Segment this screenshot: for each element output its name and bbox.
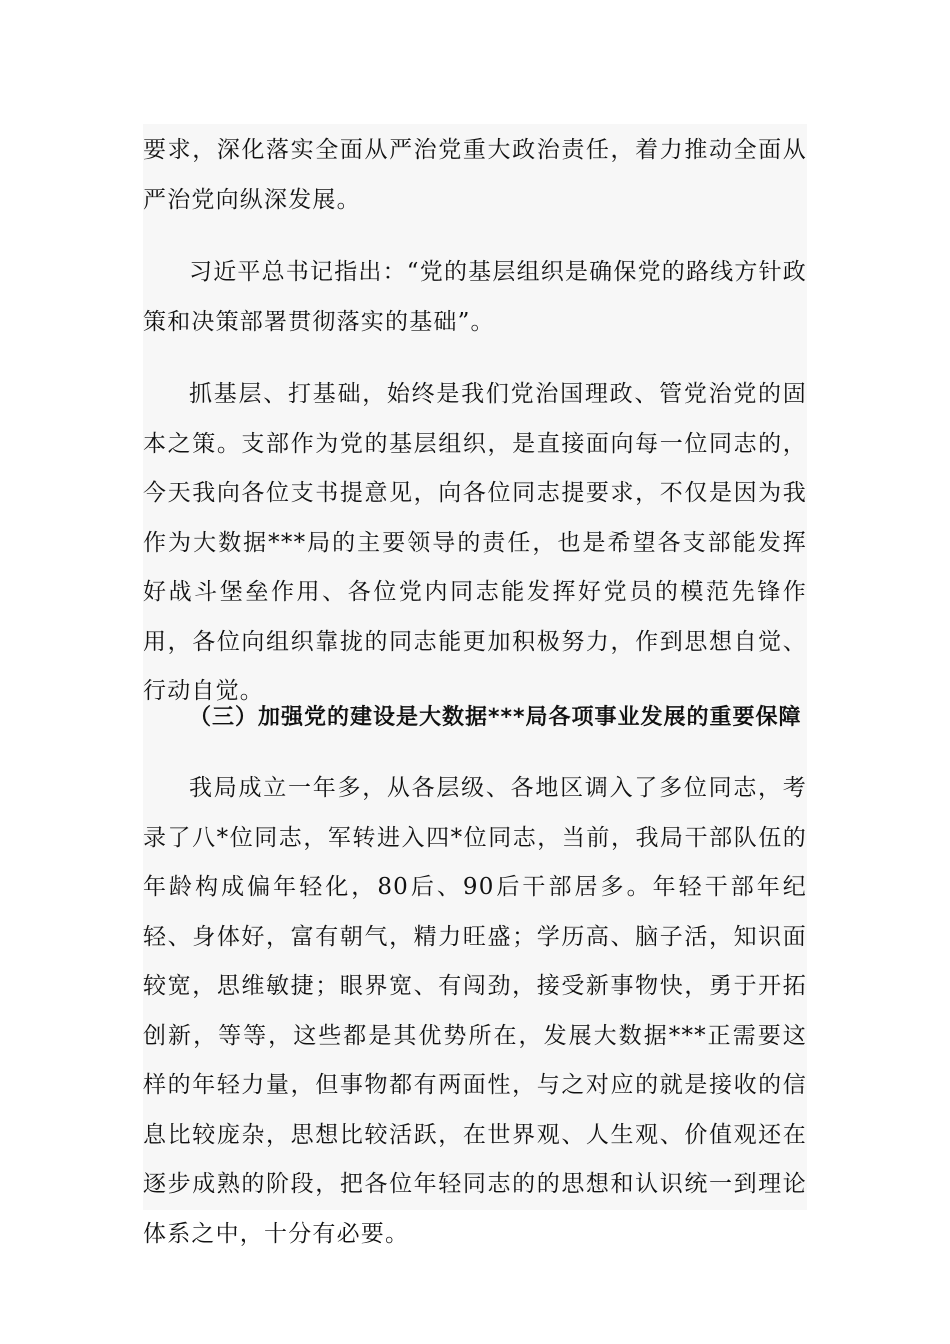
paragraph-young-cadres: 我局成立一年多，从各层级、各地区调入了多位同志，考录了八*位同志，军转进入四*位同志，当前，我局干部队伍的年龄构成偏年轻化，80后、90后干部居多。年轻干部年纪轻、身体好，富有朝气，精力旺盛；学历高、脑子活，知识面较宽，思维敏捷；眼界宽、有闯劲，接受新事物快，勇于开拓创新，等等，这些都是其优势所在，发展大数据***正需要这样的年轻力量，但事物都有两面性，与之对应的就是接收的信息比较庞杂，思想比较活跃，在世界观、人生观、价值观还在逐步成熟的阶段，把各位年轻同志的的思想和认识统一到理论体系之中，十分有必要。 xyxy=(143,775,807,1247)
paragraph-continuation: 要求，深化落实全面从严治党重大政治责任，着力推动全面从严治党向纵深发展。 xyxy=(143,137,807,213)
paragraph-grassroots: 抓基层、打基础，始终是我们党治国理政、管党治党的固本之策。支部作为党的基层组织，是直接面向每一位同志的，今天我向各位支书提意见，向各位同志提要求，不仅是因为我作为大数据***局的主要领导的责任，也是希望各支部能发挥好战斗堡垒作用、各位党内同志能发挥好党员的模范先锋作用，各位向组织靠拢的同志能更加积极努力，作到思想自觉、行动自觉。 xyxy=(143,381,807,704)
paragraph-quote: 习近平总书记指出：“党的基层组织是确保党的路线方针政策和决策部署贯彻落实的基础”。 xyxy=(143,259,807,335)
section-heading: （三）加强党的建设是大数据***局各项事业发展的重要保障 xyxy=(189,705,802,730)
